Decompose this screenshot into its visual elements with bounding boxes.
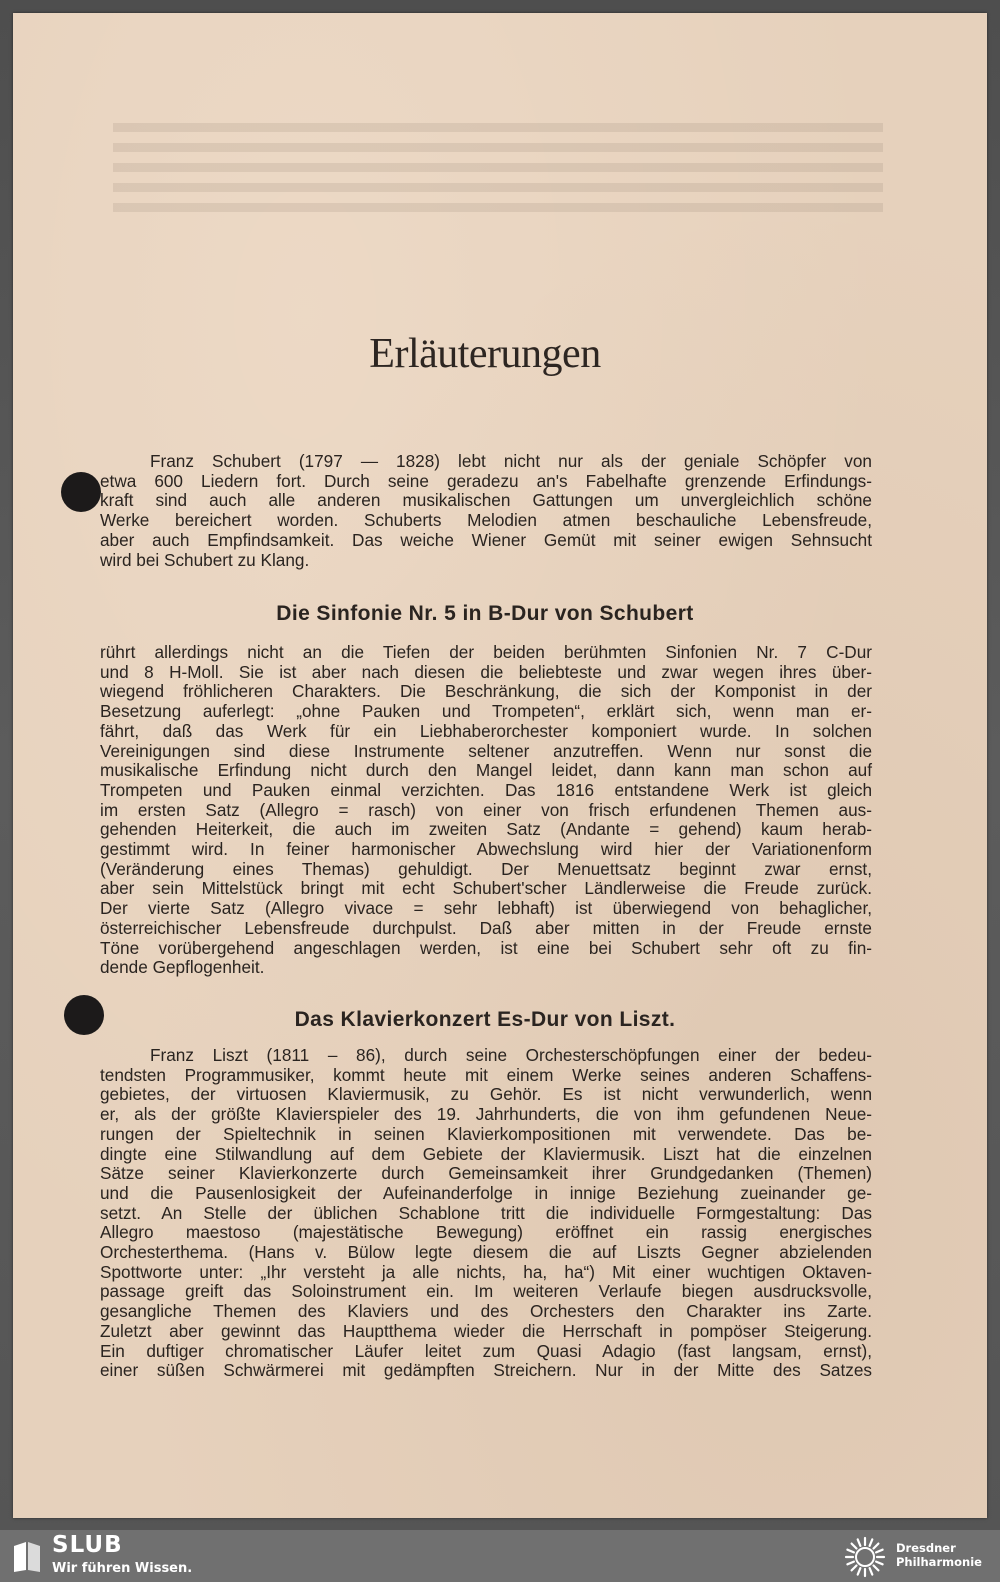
- text-line: Besetzung auferlegt: „ohne Pauken und Trompeten“, erklärt sich, wenn man er-: [100, 701, 872, 722]
- sinfonie-paragraph: [100, 643, 872, 978]
- text-line: aber sein Mittelstück bringt mit echt Schubert'scher Ländlerweise die Freude zurück.: [100, 878, 872, 899]
- text-line: gehenden Heiterkeit, die auch im zweiten Satz (Andante = gehend) kaum herab-: [100, 819, 872, 840]
- text-line: Franz Schubert (1797 — 1828) lebt nicht nur als der geniale Schöpfer von: [150, 451, 872, 471]
- text-line: und die Pausenlosigkeit der Aufeinanderfolge in innige Beziehung zueinander ge-: [100, 1182, 872, 1203]
- text-line: passage greift das Soloinstrument ein. Im weiteren Verlaufe biegen ausdrucksvolle,: [100, 1281, 872, 1302]
- text-line: er, als der größte Klavierspieler des 19. Jahrhunderts, die von ihm gefundenen Neue-: [100, 1104, 872, 1125]
- punch-hole-icon: [64, 995, 104, 1035]
- text-line: Töne vorübergehend angeschlagen werden, ist eine bei Schubert sehr oft zu fin-: [100, 937, 872, 958]
- text-line: rührt allerdings nicht an die Tiefen der beiden berühmten Sinfonien Nr. 7 C-Dur: [100, 642, 872, 662]
- text-line: wiegend fröhlicheren Charakters. Die Beschränkung, die sich der Komponist in der: [100, 681, 872, 702]
- text-line: rungen der Spieltechnik in seinen Klavierkompositionen mit verwendete. Das be-: [100, 1123, 872, 1144]
- text-line: setzt. An Stelle der üblichen Schablone tritt die individuelle Formgestaltung: Das: [100, 1202, 872, 1223]
- slub-book-icon[interactable]: [12, 1540, 42, 1574]
- text-line: gestimmt wird. In feiner harmonischer Abwechslung wird hier der Variationenform: [100, 839, 872, 860]
- klavierkonzert-paragraph: [100, 1046, 872, 1381]
- text-line: dingte eine Stilwandlung auf dem Gebiete der Klaviermusik. Liszt hat die einzelnen: [100, 1143, 872, 1164]
- text-line: musikalische Erfindung nicht durch den Mangel leidet, dann kann man schon auf: [100, 760, 872, 781]
- text-line: im ersten Satz (Allegro = rasch) von einer von frisch erfundenen Themen aus-: [100, 799, 872, 820]
- footer-bar: [0, 1530, 1000, 1582]
- text-line: Allegro maestoso (majestätische Bewegung) eröffnet ein rassig energisches: [100, 1222, 872, 1243]
- text-line: Sätze seiner Klavierkonzerte durch Gemeinsamkeit ihrer Grundgedanken (Themen): [100, 1163, 872, 1184]
- text-line: einer süßen Schwärmerei mit gedämpften Streichern. Nur in der Mitte des Satzes: [100, 1360, 872, 1381]
- text-line: gesangliche Themen des Klaviers und des Orchesters den Charakter ins Zarte.: [100, 1301, 872, 1322]
- bleed-through-text: [113, 123, 883, 213]
- text-line: gebietes, der virtuosen Klaviermusik, zu Gehör. Es ist nicht verwunderlich, wenn: [100, 1084, 872, 1105]
- text-line: dende Gepflogenheit.: [100, 957, 265, 978]
- text-line: fährt, daß das Werk für ein Liebhaberorchester komponiert wurde. In solchen: [100, 720, 872, 741]
- punch-hole-icon: [61, 472, 101, 512]
- text-line: kraft sind auch alle anderen musikalischen Gattungen um unvergleichlich schöne: [100, 490, 872, 511]
- partner-name-line1: Dresdner: [896, 1541, 956, 1555]
- page-title: Erläuterungen: [369, 331, 601, 377]
- text-line: Ein duftiger chromatischer Läufer leitet zum Quasi Adagio (fast langsam, ernst),: [100, 1340, 872, 1361]
- text-line: Werke bereichert worden. Schuberts Melodien atmen beschauliche Lebensfreude,: [100, 510, 872, 531]
- text-line: und 8 H-Moll. Sie ist aber nach diesen die beliebteste und zwar wegen ihres über-: [100, 661, 872, 682]
- text-line: Orchesterthema. (Hans v. Bülow legte diesem die auf Liszts Gegner abzielenden: [100, 1242, 872, 1263]
- text-line: Franz Liszt (1811 – 86), durch seine Orchesterschöpfungen einer der bedeu-: [150, 1045, 872, 1065]
- text-line: Vereinigungen sind diese Instrumente seltener anzutreffen. Wenn nur sonst die: [100, 740, 872, 761]
- library-name[interactable]: SLUB: [52, 1532, 123, 1558]
- partner-name-line2: Philharmonie: [896, 1555, 982, 1569]
- intro-paragraph: [100, 452, 872, 570]
- library-slogan: Wir führen Wissen.: [52, 1561, 193, 1576]
- text-line: aber auch Empfindsamkeit. Das weiche Wiener Gemüt mit seiner ewigen Sehnsucht: [100, 529, 872, 550]
- philharmonie-sunburst-icon[interactable]: [843, 1535, 887, 1579]
- text-line: Der vierte Satz (Allegro vivace = sehr lebhaft) ist überwiegend von behaglicher,: [100, 898, 872, 919]
- text-line: etwa 600 Liedern fort. Durch seine geradezu an's Fabelhafte grenzende Erfindungs-: [100, 470, 872, 491]
- text-line: tendsten Programmusiker, kommt heute mit einem Werke seines anderen Schaffens-: [100, 1064, 872, 1085]
- section-heading-sinfonie: Die Sinfonie Nr. 5 in B-Dur von Schubert: [276, 602, 694, 625]
- partner-name: [896, 1541, 982, 1569]
- text-line: Zuletzt aber gewinnt das Hauptthema wieder die Herrschaft in pompöser Steigerung.: [100, 1320, 872, 1341]
- text-line: wird bei Schubert zu Klang.: [100, 549, 310, 570]
- section-heading-klavierkonzert: Das Klavierkonzert Es-Dur von Liszt.: [294, 1008, 676, 1031]
- text-line: Trompeten und Pauken einmal verzichten. Das 1816 entstandene Werk ist gleich: [100, 779, 872, 800]
- text-line: Spottworte unter: „Ihr versteht ja alle nichts, ha, ha“) Mit einer wuchtigen Oktaven-: [100, 1261, 872, 1282]
- text-line: österreichischer Lebensfreude durchpulst. Daß aber mitten in der Freude ernste: [100, 917, 872, 938]
- text-line: (Veränderung eines Themas) gehuldigt. Der Menuettsatz beginnt zwar ernst,: [100, 858, 872, 879]
